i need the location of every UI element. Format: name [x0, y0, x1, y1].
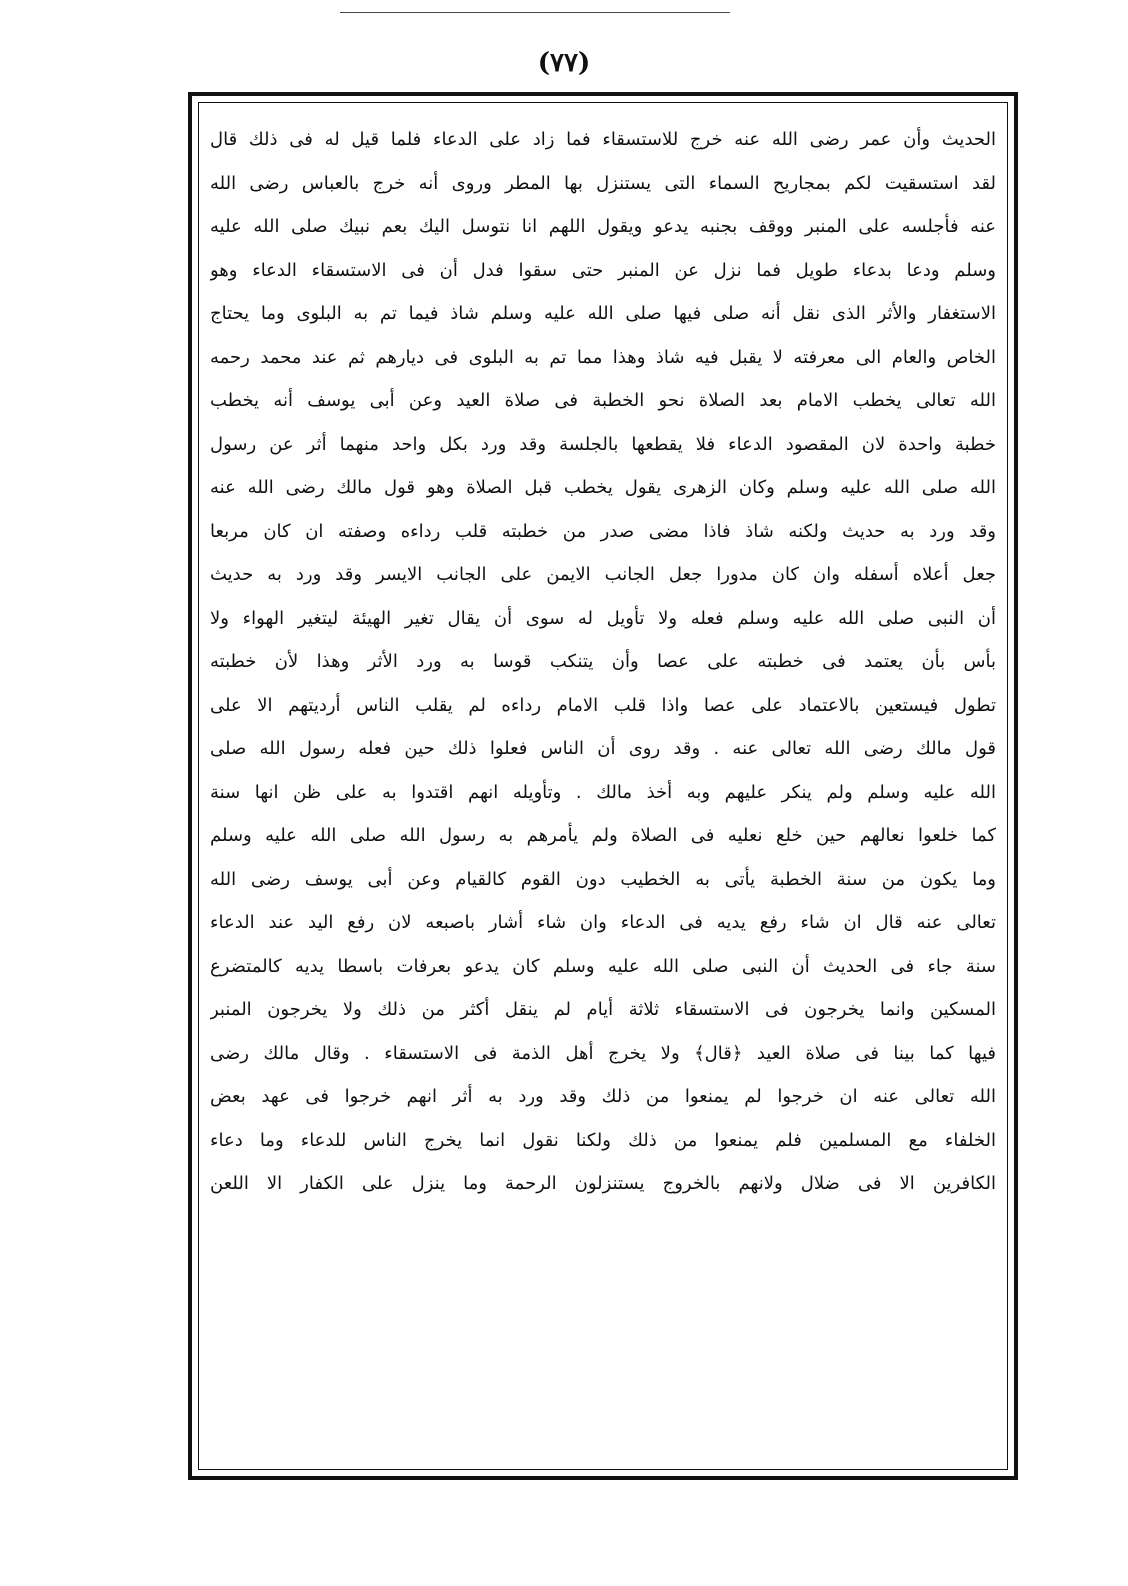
text-line: الله عليه وسلم ولم ينكر عليهم وبه أخذ مالك . وتأويله انهم اقتدوا به على ظن انها سنة — [210, 781, 996, 803]
text-line: المسكين وانما يخرجون فى الاستسقاء ثلاثة أيام لم ينقل أكثر من ذلك ولا يخرجون المنبر — [210, 999, 996, 1020]
text-line: تطول فيستعين بالاعتماد على عصا واذا قلب الامام رداءه لم يقلب الناس أرديتهم الا على — [210, 694, 996, 716]
text-line: الخاص والعام الى معرفته لا يقبل فيه شاذ وهذا مما تم به البلوى فى ديارهم ثم عند محمد رحمه — [210, 346, 996, 368]
text-line: الخلفاء مع المسلمين فلم يمنعوا من ذلك ولكنا نقول انما يخرج الناس للدعاء وما دعاء — [210, 1129, 996, 1151]
top-rule — [340, 12, 730, 13]
text-line: فيها كما بينا فى صلاة العيد ﴿قال﴾ ولا يخرج أهل الذمة فى الاستسقاء . وقال مالك رضى — [210, 1042, 996, 1064]
text-line: الحديث وأن عمر رضى الله عنه خرج للاستسقاء فما زاد على الدعاء فلما قيل له فى ذلك قال — [210, 129, 996, 150]
text-line: عنه فأجلسه على المنبر ووقف بجنبه يدعو ويقول اللهم انا نتوسل اليك بعم نبيك صلى الله عليه — [210, 216, 996, 237]
text-line: وسلم ودعا بدعاء طويل فما نزل عن المنبر حتى سقوا فدل أن فى الاستسقاء الدعاء وهو — [210, 259, 996, 281]
text-line: خطبة واحدة لان المقصود الدعاء فلا يقطعها بالجلسة وقد ورد بكل واحد منهما أثر عن رسول — [210, 433, 996, 455]
text-line: الله تعالى عنه ان خرجوا لم يمنعوا من ذلك وقد ورد به أثر انهم خرجوا فى عهد بعض — [210, 1086, 996, 1107]
text-line: لقد استسقيت لكم بمجاريح السماء التى يستنزل بها المطر وروى أنه خرج بالعباس رضى الله — [210, 172, 996, 194]
text-line: وقد ورد به حديث ولكنه شاذ فاذا مضى صدر من خطبته قلب رداءه وصفته ان كان مربعا — [210, 520, 996, 542]
text-line: الله صلى الله عليه وسلم وكان الزهرى يقول يخطب قبل الصلاة وهو قول مالك رضى الله عنه — [210, 477, 996, 498]
text-line: قول مالك رضى الله تعالى عنه . وقد روى أن الناس فعلوا ذلك حين فعله رسول الله صلى — [210, 738, 996, 759]
text-line: سنة جاء فى الحديث أن النبى صلى الله عليه وسلم كان يدعو بعرفات باسطا يديه كالمتضرع — [210, 955, 996, 977]
page-number: (٧٧) — [537, 48, 591, 78]
text-line: بأس بأن يعتمد فى خطبته على عصا وأن يتنكب قوسا به ورد الأثر وهذا لأن خطبته — [210, 651, 996, 672]
text-line: تعالى عنه قال ان شاء رفع يديه فى الدعاء وان شاء أشار باصبعه لان رفع اليد عند الدعاء — [210, 912, 996, 933]
text-line: الله تعالى يخطب الامام بعد الصلاة نحو الخطبة فى صلاة العيد وعن أبى يوسف أنه يخطب — [210, 390, 996, 411]
text-line: الكافرين الا فى ضلال ولانهم بالخروج يستنزلون الرحمة وما ينزل على الكفار الا اللعن — [210, 1173, 996, 1194]
text-line: جعل أعلاه أسفله وان كان مدورا جعل الجانب الايمن على الجانب الايسر وقد ورد به حديث — [210, 564, 996, 585]
text-line: وما يكون من سنة الخطبة يأتى به الخطيب دون القوم كالقيام وعن أبى يوسف رضى الله — [210, 868, 996, 890]
text-body — [210, 118, 996, 1206]
text-line: الاستغفار والأثر الذى نقل أنه صلى فيها صلى الله عليه وسلم شاذ فيما تم به البلوى وما يحتاج — [210, 303, 996, 324]
text-line: أن النبى صلى الله عليه وسلم فعله ولا تأويل له سوى أن يقال تغير الهيئة ليتغير الهواء ولا — [210, 607, 996, 629]
text-line: كما خلعوا نعالهم حين خلع نعليه فى الصلاة ولم يأمرهم به رسول الله صلى الله عليه وسلم — [210, 825, 996, 846]
